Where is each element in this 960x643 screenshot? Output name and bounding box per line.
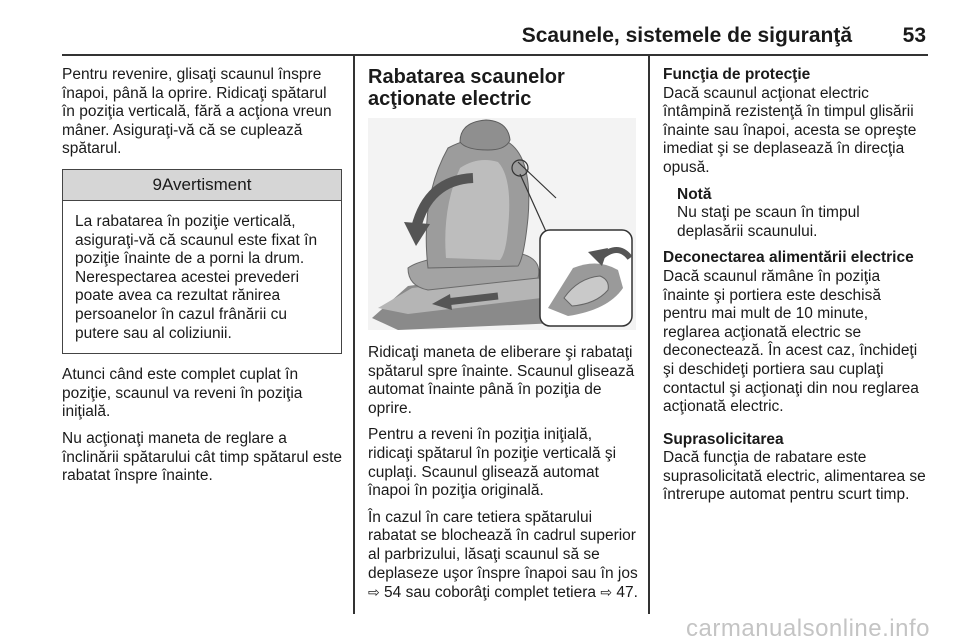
subheading-protection: Funcţia de protecţie xyxy=(663,66,811,83)
paragraph-do-not-operate: Nu acţionaţi maneta de reglare a înclinării spătarului cât timp spătarul este rabatat înspre înainte. xyxy=(62,429,342,485)
column-3 xyxy=(663,66,929,513)
section-heading: Rabatarea scaunelor acţionate electric xyxy=(368,66,565,110)
watermark: carmanualsonline.info xyxy=(686,615,930,642)
column-1 xyxy=(62,66,342,494)
subheading-power-disconnect: Deconectarea alimentării electrice xyxy=(663,249,914,267)
seat-folding-illustration xyxy=(368,118,636,330)
paragraph-return-original: Pentru a reveni în poziţia iniţială, ridicaţi spătarul în poziţie verticală şi cuplaţi. Scaunul glisează automat înapoi în poziţia originală. xyxy=(368,426,617,500)
page-header-title: Scaunele, sistemele de siguranţă xyxy=(521,24,852,47)
paragraph-headrest-blocked: În cazul în care tetiera spătarului rabatat se blochează în cadrul superior al parbrizului, lăsaţi scaunul să se deplaseze uşor înspre înapoi sau în jos ⇨ 54 sau coborâţi complet tetiera ⇨ 47. xyxy=(368,508,638,602)
paragraph-engaged: Atunci când este complet cuplat în poziţie, scaunul va reveni în poziţia iniţială. xyxy=(62,366,303,421)
header-rule xyxy=(62,54,928,56)
column-divider-left xyxy=(353,56,355,614)
warning-icon: 9 xyxy=(152,174,162,194)
paragraph-overload: Dacă funcţia de rabatare este suprasolicitată electric, alimentarea se întrerupe automat pentru scurt timp. xyxy=(663,449,926,504)
column-divider-right xyxy=(648,56,650,614)
paragraph-lift-lever: Ridicaţi maneta de eliberare şi rabataţi spătarul spre înainte. Scaunul glisează automat înainte până în poziţia de oprire. xyxy=(368,344,635,417)
note-text: Nu staţi pe scaun în timpul deplasării scaunului. xyxy=(677,204,860,240)
page-ref-arrow-icon: ⇨ xyxy=(368,584,380,601)
warning-header xyxy=(63,170,341,201)
warning-box xyxy=(62,169,342,354)
note-title: Notă xyxy=(677,185,712,203)
page-number: 53 xyxy=(902,24,926,47)
page-ref-arrow-icon: ⇨ xyxy=(600,584,613,601)
warning-text: La rabatarea în poziţie verticală, asiguraţi-vă că scaunul este fixat în poziţie înainte de a porni la drum. Nerespectarea acestei prevederi poate avea ca rezultat rănirea persoanelor în cazul frânării cu putere sau al coliziunii. xyxy=(75,212,318,342)
page-ref-54[interactable]: 54 xyxy=(384,584,402,602)
paragraph-power-disconnect: Dacă scaunul rămâne în poziţia înainte şi portiera este deschisă pentru mai mult de 10 minute, reglarea acţionată electric se deconectează. În acest caz, închideţi şi deschideţi portiera sau cuplaţi contactul şi acţionaţi din nou reglarea acţionată electric. xyxy=(663,267,919,416)
page-ref-47[interactable]: 47 xyxy=(616,584,634,602)
warning-title: Avertisment xyxy=(162,174,252,194)
note-box xyxy=(663,186,929,242)
column-2 xyxy=(368,66,638,611)
paragraph-protection: Dacă scaunul acţionat electric întâmpină rezistenţă în timpul glisării înainte sau înapoi, acesta se opreşte imediat şi se deplasează în direcţia opusă. xyxy=(663,84,917,176)
paragraph-return-seat: Pentru revenire, glisaţi scaunul înspre înapoi, până la oprire. Ridicaţi spătarul în poziţia verticală, fără a acţiona vreun mâner. Asiguraţi-vă că se cuplează spătarul. xyxy=(62,66,332,158)
subheading-overload: Suprasolicitarea xyxy=(663,430,784,448)
